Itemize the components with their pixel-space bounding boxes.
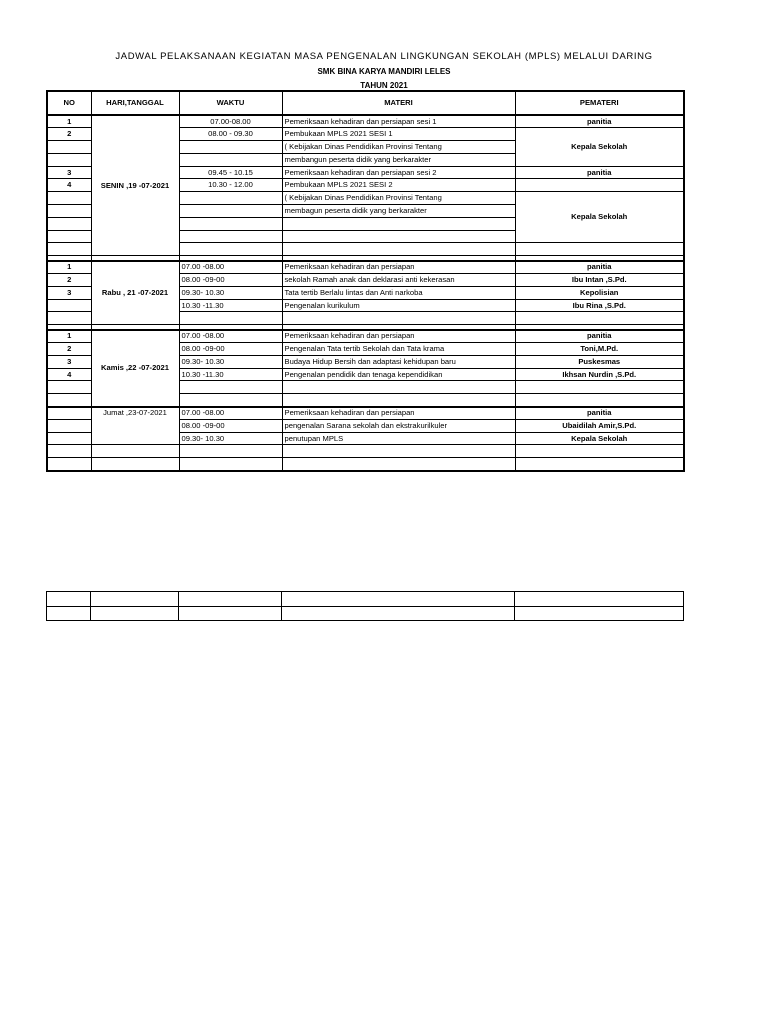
cell-pemateri bbox=[515, 445, 684, 458]
cell-waktu: 09.30- 10.30 bbox=[179, 355, 282, 368]
cell-no: 4 bbox=[47, 368, 91, 381]
header-hari-tanggal: HARI,TANGGAL bbox=[91, 91, 179, 115]
empty-grid bbox=[46, 591, 684, 621]
cell-no bbox=[47, 407, 91, 420]
cell-waktu: 08.00 -09-00 bbox=[179, 419, 282, 432]
cell-pemateri: panitia bbox=[515, 330, 684, 343]
cell-waktu bbox=[179, 141, 282, 154]
cell-hari bbox=[91, 458, 179, 471]
cell-waktu bbox=[179, 153, 282, 166]
cell-materi: Pengenalan Tata tertib Sekolah dan Tata krama bbox=[282, 343, 515, 356]
cell-pemateri bbox=[515, 458, 684, 471]
cell-no bbox=[47, 458, 91, 471]
cell-no bbox=[47, 230, 91, 243]
cell-no: 1 bbox=[47, 261, 91, 274]
cell-pemateri: Ibu Rina ,S.Pd. bbox=[515, 299, 684, 312]
cell-waktu: 07.00 -08.00 bbox=[179, 261, 282, 274]
cell-materi bbox=[282, 445, 515, 458]
cell-waktu bbox=[179, 192, 282, 205]
cell-pemateri bbox=[515, 312, 684, 325]
empty-row bbox=[47, 606, 684, 621]
cell-pemateri bbox=[515, 394, 684, 407]
cell-no bbox=[47, 217, 91, 230]
cell-materi: Pengenalan kurikulum bbox=[282, 299, 515, 312]
cell-materi: Tata tertib Berlalu lintas dan Anti narkoba bbox=[282, 286, 515, 299]
cell-pemateri: Kepala Sekolah bbox=[515, 192, 684, 243]
day-label-jumat: Jumat ,23-07-2021 bbox=[91, 407, 179, 420]
cell-waktu: 07.00-08.00 bbox=[179, 115, 282, 128]
cell-materi: pengenalan Sarana sekolah dan ekstrakurilkuler bbox=[282, 419, 515, 432]
cell-no bbox=[47, 312, 91, 325]
cell-waktu bbox=[179, 381, 282, 394]
cell-waktu: 07.00 -08.00 bbox=[179, 330, 282, 343]
cell-pemateri bbox=[515, 179, 684, 192]
cell-no bbox=[47, 445, 91, 458]
header-materi: MATERI bbox=[282, 91, 515, 115]
cell-materi: Pemeriksaan kehadiran dan persiapan bbox=[282, 261, 515, 274]
cell-materi bbox=[282, 458, 515, 471]
cell-materi: Pembukaan MPLS 2021 SESI 1 bbox=[282, 128, 515, 141]
cell-materi: Pengenalan pendidik dan tenaga kependidikan bbox=[282, 368, 515, 381]
cell-pemateri: panitia bbox=[515, 115, 684, 128]
cell-no: 1 bbox=[47, 330, 91, 343]
cell-hari bbox=[91, 419, 179, 432]
cell-materi: membangun peserta didik yang berkarakter bbox=[282, 153, 515, 166]
cell-no: 2 bbox=[47, 274, 91, 287]
cell-waktu: 08.00 - 09.30 bbox=[179, 128, 282, 141]
empty-row bbox=[47, 592, 684, 607]
day-label-kamis: Kamis ,22 -07-2021 bbox=[91, 330, 179, 407]
cell-pemateri: Kepala Sekolah bbox=[515, 128, 684, 166]
year-label: TAHUN 2021 bbox=[360, 81, 408, 90]
cell-materi bbox=[282, 243, 515, 256]
table-row bbox=[47, 445, 684, 458]
cell-waktu bbox=[179, 445, 282, 458]
cell-no bbox=[47, 419, 91, 432]
cell-pemateri bbox=[515, 381, 684, 394]
cell-no bbox=[47, 381, 91, 394]
cell-pemateri: Toni,M.Pd. bbox=[515, 343, 684, 356]
cell-materi: penutupan MPLS bbox=[282, 432, 515, 445]
cell-materi: Pemeriksaan kehadiran dan persiapan sesi 1 bbox=[282, 115, 515, 128]
cell-pemateri: Kepolisian bbox=[515, 286, 684, 299]
header-waktu: WAKTU bbox=[179, 91, 282, 115]
cell-materi: sekolah Ramah anak dan deklarasi anti kekerasan bbox=[282, 274, 515, 287]
cell-hari bbox=[91, 432, 179, 445]
cell-waktu bbox=[179, 458, 282, 471]
cell-waktu: 08.00 -09-00 bbox=[179, 343, 282, 356]
table-row bbox=[47, 407, 684, 420]
cell-pemateri: Ibu Intan ,S.Pd. bbox=[515, 274, 684, 287]
cell-no: 3 bbox=[47, 355, 91, 368]
cell-no: 4 bbox=[47, 179, 91, 192]
cell-waktu: 10.30 - 12.00 bbox=[179, 179, 282, 192]
cell-materi: Pemeriksaan kehadiran dan persiapan bbox=[282, 330, 515, 343]
cell-no bbox=[47, 141, 91, 154]
document-title: JADWAL PELAKSANAAN KEGIATAN MASA PENGENALAN LINGKUNGAN SEKOLAH (MPLS) MELALUI DARING bbox=[115, 51, 653, 62]
cell-materi bbox=[282, 217, 515, 230]
cell-no bbox=[47, 205, 91, 218]
cell-materi: ( Kebijakan Dinas Pendidikan Provinsi Tentang bbox=[282, 192, 515, 205]
cell-waktu bbox=[179, 205, 282, 218]
cell-pemateri bbox=[515, 243, 684, 256]
cell-no: 3 bbox=[47, 166, 91, 179]
cell-materi bbox=[282, 230, 515, 243]
cell-no: 2 bbox=[47, 343, 91, 356]
cell-materi bbox=[282, 394, 515, 407]
header-no: NO bbox=[47, 91, 91, 115]
cell-waktu: 10.30 -11.30 bbox=[179, 299, 282, 312]
cell-pemateri: Ubaidilah Amir,S.Pd. bbox=[515, 419, 684, 432]
cell-no: 1 bbox=[47, 115, 91, 128]
cell-no: 3 bbox=[47, 286, 91, 299]
cell-pemateri: Puskesmas bbox=[515, 355, 684, 368]
cell-waktu bbox=[179, 230, 282, 243]
cell-materi bbox=[282, 381, 515, 394]
school-name: SMK BINA KARYA MANDIRI LELES bbox=[317, 67, 451, 76]
cell-waktu: 10.30 -11.30 bbox=[179, 368, 282, 381]
cell-materi: membagun peserta didik yang berkarakter bbox=[282, 205, 515, 218]
cell-waktu bbox=[179, 312, 282, 325]
cell-hari bbox=[91, 445, 179, 458]
cell-no bbox=[47, 299, 91, 312]
cell-pemateri: Ikhsan Nurdin ,S.Pd. bbox=[515, 368, 684, 381]
cell-waktu: 08.00 -09-00 bbox=[179, 274, 282, 287]
cell-pemateri: panitia bbox=[515, 407, 684, 420]
table-row bbox=[47, 432, 684, 445]
cell-materi: Pemeriksaan kehadiran dan persiapan sesi 2 bbox=[282, 166, 515, 179]
table-row bbox=[47, 115, 684, 128]
day-label-senin: SENIN ,19 -07-2021 bbox=[91, 115, 179, 256]
table-header-row bbox=[47, 91, 684, 115]
cell-waktu: 07.00 -08.00 bbox=[179, 407, 282, 420]
header-pemateri: PEMATERI bbox=[515, 91, 684, 115]
table-row bbox=[47, 458, 684, 471]
cell-no bbox=[47, 153, 91, 166]
cell-pemateri: panitia bbox=[515, 261, 684, 274]
cell-waktu bbox=[179, 217, 282, 230]
cell-waktu: 09.45 - 10.15 bbox=[179, 166, 282, 179]
cell-materi: ( Kebijakan Dinas Pendidikan Provinsi Tentang bbox=[282, 141, 515, 154]
table-row bbox=[47, 261, 684, 274]
day-label-rabu: Rabu , 21 -07-2021 bbox=[91, 261, 179, 325]
cell-no bbox=[47, 394, 91, 407]
cell-materi bbox=[282, 312, 515, 325]
cell-no: 2 bbox=[47, 128, 91, 141]
cell-no bbox=[47, 432, 91, 445]
cell-waktu: 09.30- 10.30 bbox=[179, 432, 282, 445]
schedule-table bbox=[46, 90, 685, 472]
cell-no bbox=[47, 243, 91, 256]
cell-waktu: 09.30- 10.30 bbox=[179, 286, 282, 299]
cell-materi: Pembukaan MPLS 2021 SESI 2 bbox=[282, 179, 515, 192]
cell-no bbox=[47, 192, 91, 205]
cell-materi: Pemeriksaan kehadiran dan persiapan bbox=[282, 407, 515, 420]
cell-pemateri: panitia bbox=[515, 166, 684, 179]
cell-pemateri: Kepala Sekolah bbox=[515, 432, 684, 445]
cell-waktu bbox=[179, 243, 282, 256]
cell-materi: Budaya Hidup Bersih dan adaptasi kehidupan baru bbox=[282, 355, 515, 368]
table-row bbox=[47, 419, 684, 432]
table-row bbox=[47, 330, 684, 343]
cell-waktu bbox=[179, 394, 282, 407]
